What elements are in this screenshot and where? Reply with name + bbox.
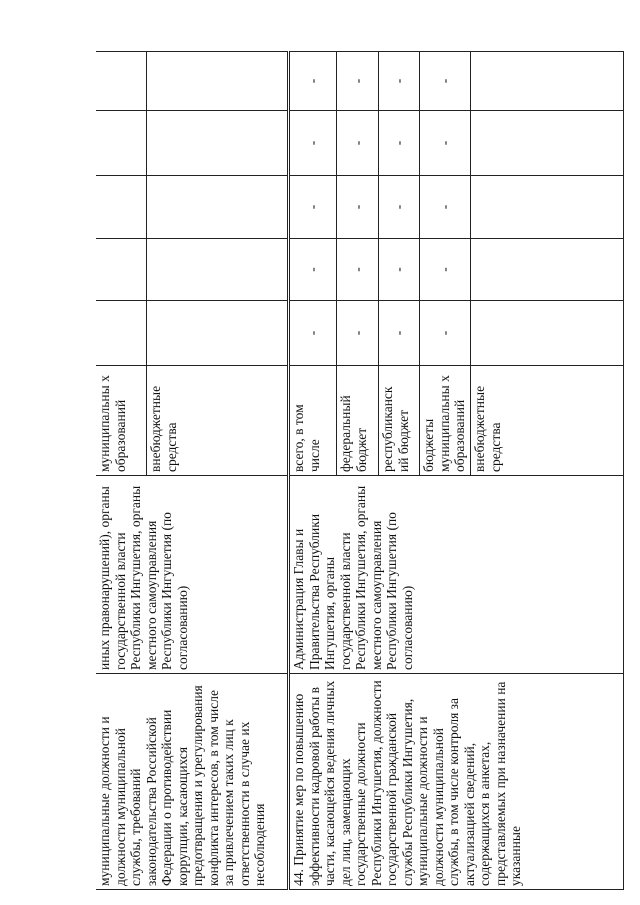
amount-cell: - [379,52,420,111]
amount-cell: - [289,301,337,366]
amount-cell [471,239,624,301]
funding-source-cell: внебюджетные средства [471,366,624,476]
table-row [289,52,337,890]
amount-cell: - [289,52,337,111]
amount-cell: - [379,176,420,239]
funding-source-cell: муниципальны х образований [96,366,147,476]
amount-cell [471,111,624,176]
amount-cell [96,111,147,176]
amount-cell [147,111,289,176]
amount-cell: - [337,176,379,239]
funding-source-cell: бюджеты муниципальны х образований [420,366,471,476]
amount-cell [147,301,289,366]
amount-cell [471,52,624,111]
amount-cell [96,52,147,111]
funding-source-cell: федеральный бюджет [337,366,379,476]
amount-cell: - [379,301,420,366]
amount-cell: - [289,239,337,301]
amount-cell: - [379,239,420,301]
amount-cell: - [379,111,420,176]
amount-cell: - [337,239,379,301]
amount-cell: - [420,176,471,239]
action-cell: муниципальные должности и должности муниципальной службы, требований законодательства Российской Федерации о противодействии коррупции, касающихся предотвращения и урегулирования конфликта интересов, в том числе за привлечением таких лиц к ответственности в случае их несоблюдения [96,674,289,890]
program-measures-table [96,51,624,890]
table-row [96,52,147,890]
amount-cell: - [289,176,337,239]
amount-cell [471,176,624,239]
amount-cell: - [337,52,379,111]
amount-cell [147,239,289,301]
amount-cell: - [337,301,379,366]
amount-cell: - [420,111,471,176]
amount-cell: - [337,111,379,176]
funding-source-cell: республиканск ий бюджет [379,366,420,476]
amount-cell: - [420,301,471,366]
amount-cell: - [420,52,471,111]
amount-cell [471,301,624,366]
amount-cell [96,176,147,239]
executor-cell: иных правонарушений), органы государственной власти Республики Ингушетия, органы местного самоуправления Республики Ингушетия (по согласованию) [96,476,289,674]
amount-cell [96,239,147,301]
amount-cell: - [289,111,337,176]
funding-source-cell: всего, в том числе [289,366,337,476]
amount-cell: - [420,239,471,301]
rotated-table-container [96,52,627,890]
amount-cell [147,176,289,239]
action-cell: 44. Принятие мер по повышению эффективности кадровой работы в части, касающейся ведения личных дел лиц, замещающих государственные должности Республики Ингушетия, должности государственной гражданской службы Республики Ингушетия, муниципальные должности и должности муниципальной службы, в том числе контроля за актуализацией сведений, содержащихся в анкетах, представляемых при назначении на указанные [289,674,624,890]
amount-cell [96,301,147,366]
funding-source-cell: внебюджетные средства [147,366,289,476]
amount-cell [147,52,289,111]
executor-cell: Администрация Главы и Правительства Республики Ингушетия, органы государственной власти Республики Ингушетия, органы местного самоуправления Республики Ингушетия (по согласованию) [289,476,624,674]
